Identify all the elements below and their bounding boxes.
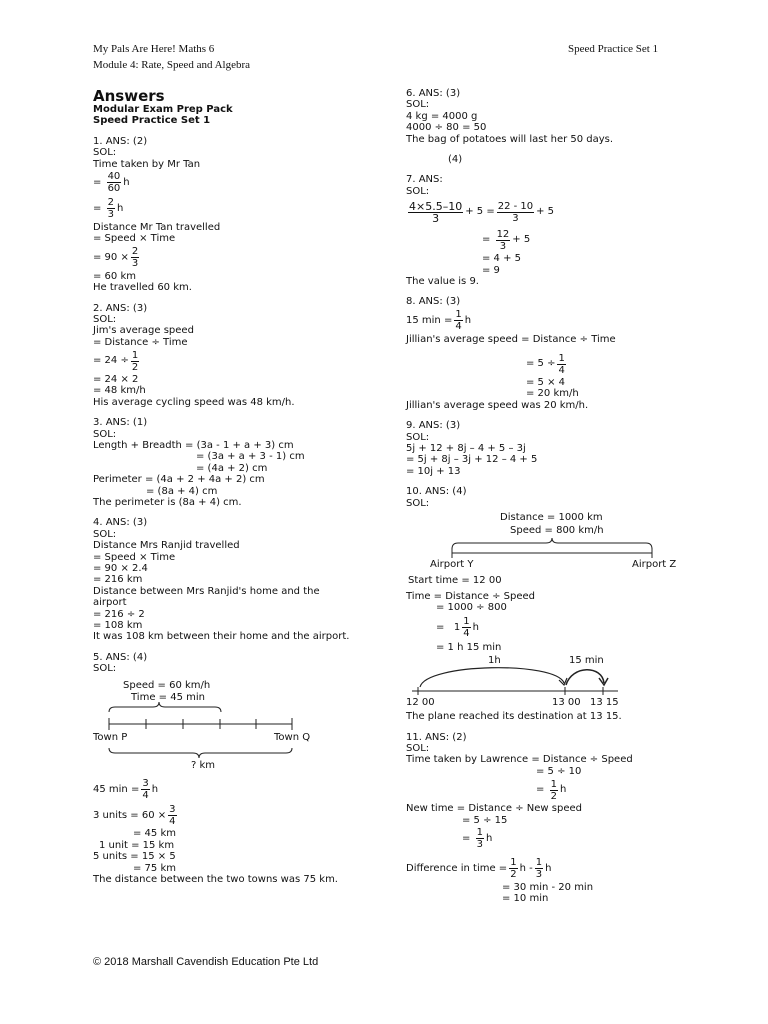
- q1-line: He travelled 60 km.: [93, 282, 192, 294]
- fraction: $\frac{1}{3}$: [535, 857, 543, 881]
- time-label: Time = 45 min: [131, 692, 205, 704]
- q3-line: Perimeter = (4a + 2 + 4a + 2) cm: [93, 474, 265, 486]
- q1-line: Distance Mr Tan travelled: [93, 221, 221, 233]
- q10-line: = 1 h 15 min: [436, 641, 502, 653]
- q8-fraction-line: 15 min = $\frac{1}{4}$ h: [406, 309, 472, 333]
- q2-line: Jim's average speed: [93, 325, 194, 337]
- q10-line: = 1000 ÷ 800: [436, 602, 507, 614]
- fraction: $\frac{1}{4}$: [463, 616, 470, 640]
- fraction: $\frac{2}{3}$: [107, 197, 114, 221]
- q6-line: The bag of potatoes will last her 50 days.: [406, 133, 614, 145]
- q2-line: His average cycling speed was 48 km/h.: [93, 396, 295, 408]
- q7-fraction-line: $\frac{4\times 5.5-10}{3}$ + 5 = $\frac{22 - 10}{3}$ + 5: [409, 199, 555, 225]
- q4-sol: SOL:: [93, 528, 117, 540]
- q6-line: 4 kg = 4000 g: [406, 110, 478, 122]
- airport-y-label: Airport Y: [430, 558, 474, 570]
- q7-fraction-line: = $\frac{12}{3}$ + 5: [482, 228, 531, 252]
- q2-fraction-line: = 24 ÷ $\frac{1}{2}$: [93, 349, 139, 373]
- speed-label: Speed = 60 km/h: [123, 680, 211, 692]
- distance-label: Distance = 1000 km: [500, 511, 603, 523]
- fraction: $\frac{1}{4}$: [558, 352, 565, 376]
- airport-z-label: Airport Z: [632, 558, 677, 570]
- q7-line: = 4 + 5: [482, 253, 522, 265]
- q5-line: = 75 km: [133, 862, 176, 874]
- q6-option: (4): [448, 153, 463, 165]
- q8-line: Jillian's average speed was 20 km/h.: [406, 399, 589, 411]
- q8-line: Jillian's average speed = Distance ÷ Time: [406, 333, 616, 345]
- q6-answer: 6. ANS: (3): [406, 88, 461, 99]
- fraction: $\frac{12}{3}$: [496, 228, 510, 252]
- fraction: $\frac{4\times 5.5-10}{3}$: [409, 199, 463, 225]
- fraction: $\frac{1}{3}$: [476, 827, 483, 851]
- q10-diagram: [406, 509, 686, 591]
- fraction: $\frac{2}{3}$: [131, 246, 139, 270]
- q11-line: = 30 min - 20 min: [502, 881, 594, 893]
- arc-one-hour: [420, 668, 564, 687]
- q2-sol: SOL:: [93, 313, 117, 325]
- timeline-svg: [406, 653, 686, 711]
- bottom-brace: [109, 748, 292, 758]
- fraction: $\frac{1}{2}$: [510, 857, 517, 881]
- top-brace: [109, 702, 221, 712]
- town-q-label: Town Q: [274, 732, 311, 744]
- q4-line: Distance between Mrs Ranjid's home and the: [93, 585, 320, 597]
- q3-answer: 3. ANS: (1): [93, 417, 148, 429]
- q4-line: = 108 km: [93, 619, 143, 631]
- fifteen-min-label: 15 min: [569, 655, 604, 667]
- q11-line: = 5 ÷ 10: [536, 765, 582, 777]
- q6-sol: SOL:: [406, 99, 430, 111]
- q1-fraction-line: = 90 × $\frac{2}{3}$: [93, 246, 139, 270]
- q5-line: 5 units = 15 × 5: [93, 851, 176, 863]
- q3-line: Length + Breadth = (3a - 1 + a + 3) cm: [93, 440, 294, 452]
- q1-line: = 60 km: [93, 270, 136, 282]
- q5-fraction-line: 45 min = $\frac{3}{4}$ h: [93, 777, 159, 801]
- q4-line: = 216 km: [93, 574, 143, 586]
- module-title: Module 4: Rate, Speed and Algebra: [93, 59, 251, 71]
- q5-line: 1 unit = 15 km: [99, 839, 175, 851]
- fraction: $\frac{22 - 10}{3}$: [497, 200, 534, 224]
- q1-sol: SOL:: [93, 147, 117, 159]
- tick-label: 13 15: [590, 697, 619, 709]
- q5-sol: SOL:: [93, 663, 117, 675]
- q5-fraction-line: 3 units = 60 × $\frac{3}{4}$: [93, 803, 176, 827]
- q8-line: = 5 × 4: [526, 377, 566, 389]
- q11-answer: 11. ANS: (2): [406, 731, 467, 743]
- q4-line: Distance Mrs Ranjid travelled: [93, 540, 240, 552]
- subtitle-pack: Modular Exam Prep Pack: [93, 104, 233, 115]
- q4-line: airport: [93, 597, 127, 609]
- q9-line: = 10j + 13: [406, 465, 461, 477]
- q11-line: Time taken by Lawrence = Distance ÷ Speed: [406, 754, 633, 766]
- tick-label: 12 00: [406, 697, 435, 709]
- q4-line: It was 108 km between their home and the airport.: [93, 631, 350, 643]
- q2-answer: 2. ANS: (3): [93, 302, 148, 314]
- q10-fraction-line: = 1 $\frac{1}{4}$ h: [436, 616, 480, 640]
- q3-line: The perimeter is (8a + 4) cm.: [93, 496, 242, 508]
- town-p-label: Town P: [93, 732, 128, 744]
- q10-sol: SOL:: [406, 497, 430, 509]
- q1-fraction-line: = $\frac{2}{3}$ h: [93, 197, 124, 221]
- q8-answer: 8. ANS: (3): [406, 296, 461, 308]
- q10-answer: 10. ANS: (4): [406, 486, 467, 498]
- q1-line: Time taken by Mr Tan: [93, 158, 201, 170]
- q11-fraction-line: = $\frac{1}{2}$ h: [536, 778, 567, 802]
- fraction: $\frac{3}{4}$: [142, 777, 149, 801]
- q7-line: The value is 9.: [406, 275, 479, 287]
- fraction: $\frac{1}{2}$: [131, 349, 139, 373]
- q9-line: = 5j + 8j – 3j + 12 – 4 + 5: [406, 454, 538, 466]
- q2-line: = 48 km/h: [93, 385, 146, 397]
- q11-fraction-line: = $\frac{1}{3}$ h: [462, 827, 493, 851]
- q10-line: Time = Distance ÷ Speed: [406, 590, 536, 602]
- q3-sol: SOL:: [93, 428, 117, 440]
- q11-line: = 10 min: [502, 893, 549, 905]
- fraction: $\frac{40}{60}$: [107, 171, 121, 195]
- fraction: $\frac{3}{4}$: [169, 803, 176, 827]
- q5-answer: 5. ANS: (4): [93, 651, 148, 663]
- q8-fraction-line: = 5 ÷ $\frac{1}{4}$: [526, 352, 565, 376]
- fraction: $\frac{1}{4}$: [455, 309, 462, 333]
- left-column: [93, 88, 393, 885]
- q7-line: = 9: [482, 264, 500, 276]
- q8-line: = 20 km/h: [526, 388, 579, 400]
- q10-line: The plane reached its destination at 13 15.: [406, 711, 622, 723]
- q5-line: = 45 km: [133, 828, 176, 840]
- q4-answer: 4. ANS: (3): [93, 517, 148, 529]
- arc-fifteen-min: [566, 670, 604, 685]
- q1-fraction-line: = $\frac{40}{60}$ h: [93, 171, 130, 195]
- right-column: [406, 88, 696, 905]
- q4-line: = 216 ÷ 2: [93, 608, 145, 620]
- q4-line: = 90 × 2.4: [93, 562, 148, 574]
- fraction: $\frac{1}{2}$: [550, 778, 557, 802]
- q4-line: = Speed × Time: [93, 551, 176, 563]
- q1-answer: 1. ANS: (2): [93, 135, 148, 147]
- q10-timeline: [406, 653, 686, 711]
- start-time-label: Start time = 12 00: [408, 574, 502, 586]
- subtitle-set: Speed Practice Set 1: [93, 115, 211, 127]
- unknown-km-label: ? km: [191, 760, 216, 772]
- distance-brace: [452, 538, 652, 549]
- tick-label: 13 00: [552, 697, 581, 709]
- q9-answer: 9. ANS: (3): [406, 420, 461, 432]
- q11-fraction-line: Difference in time = $\frac{1}{2}$ h - $\frac{1}{3}$ h: [406, 857, 552, 881]
- q11-line: = 5 ÷ 15: [462, 814, 508, 826]
- q1-line: = Speed × Time: [93, 233, 176, 245]
- speed-label: Speed = 800 km/h: [510, 524, 604, 536]
- q2-line: = Distance ÷ Time: [93, 336, 188, 348]
- q9-sol: SOL:: [406, 431, 430, 443]
- q3-line: = (8a + 4) cm: [146, 485, 218, 497]
- one-hour-label: 1h: [488, 655, 501, 667]
- q2-line: = 24 × 2: [93, 374, 139, 386]
- q9-line: 5j + 12 + 8j – 4 + 5 – 3j: [406, 443, 526, 455]
- q7-answer: 7. ANS:: [406, 174, 443, 186]
- q6-line: 4000 ÷ 80 = 50: [406, 122, 487, 134]
- q11-sol: SOL:: [406, 742, 430, 754]
- book-title: My Pals Are Here! Maths 6: [93, 43, 215, 55]
- q5-diagram: [93, 674, 333, 770]
- q5-line: The distance between the two towns was 75 km.: [93, 874, 338, 886]
- q11-line: New time = Distance ÷ New speed: [406, 803, 582, 815]
- q3-line: = (3a + a + 3 - 1) cm: [196, 451, 305, 463]
- q3-line: = (4a + 2) cm: [196, 462, 268, 474]
- set-title: Speed Practice Set 1: [568, 43, 659, 55]
- copyright-footer: © 2018 Marshall Cavendish Education Pte Ltd: [93, 956, 319, 968]
- page-title: Answers: [93, 87, 165, 105]
- q7-sol: SOL:: [406, 185, 430, 197]
